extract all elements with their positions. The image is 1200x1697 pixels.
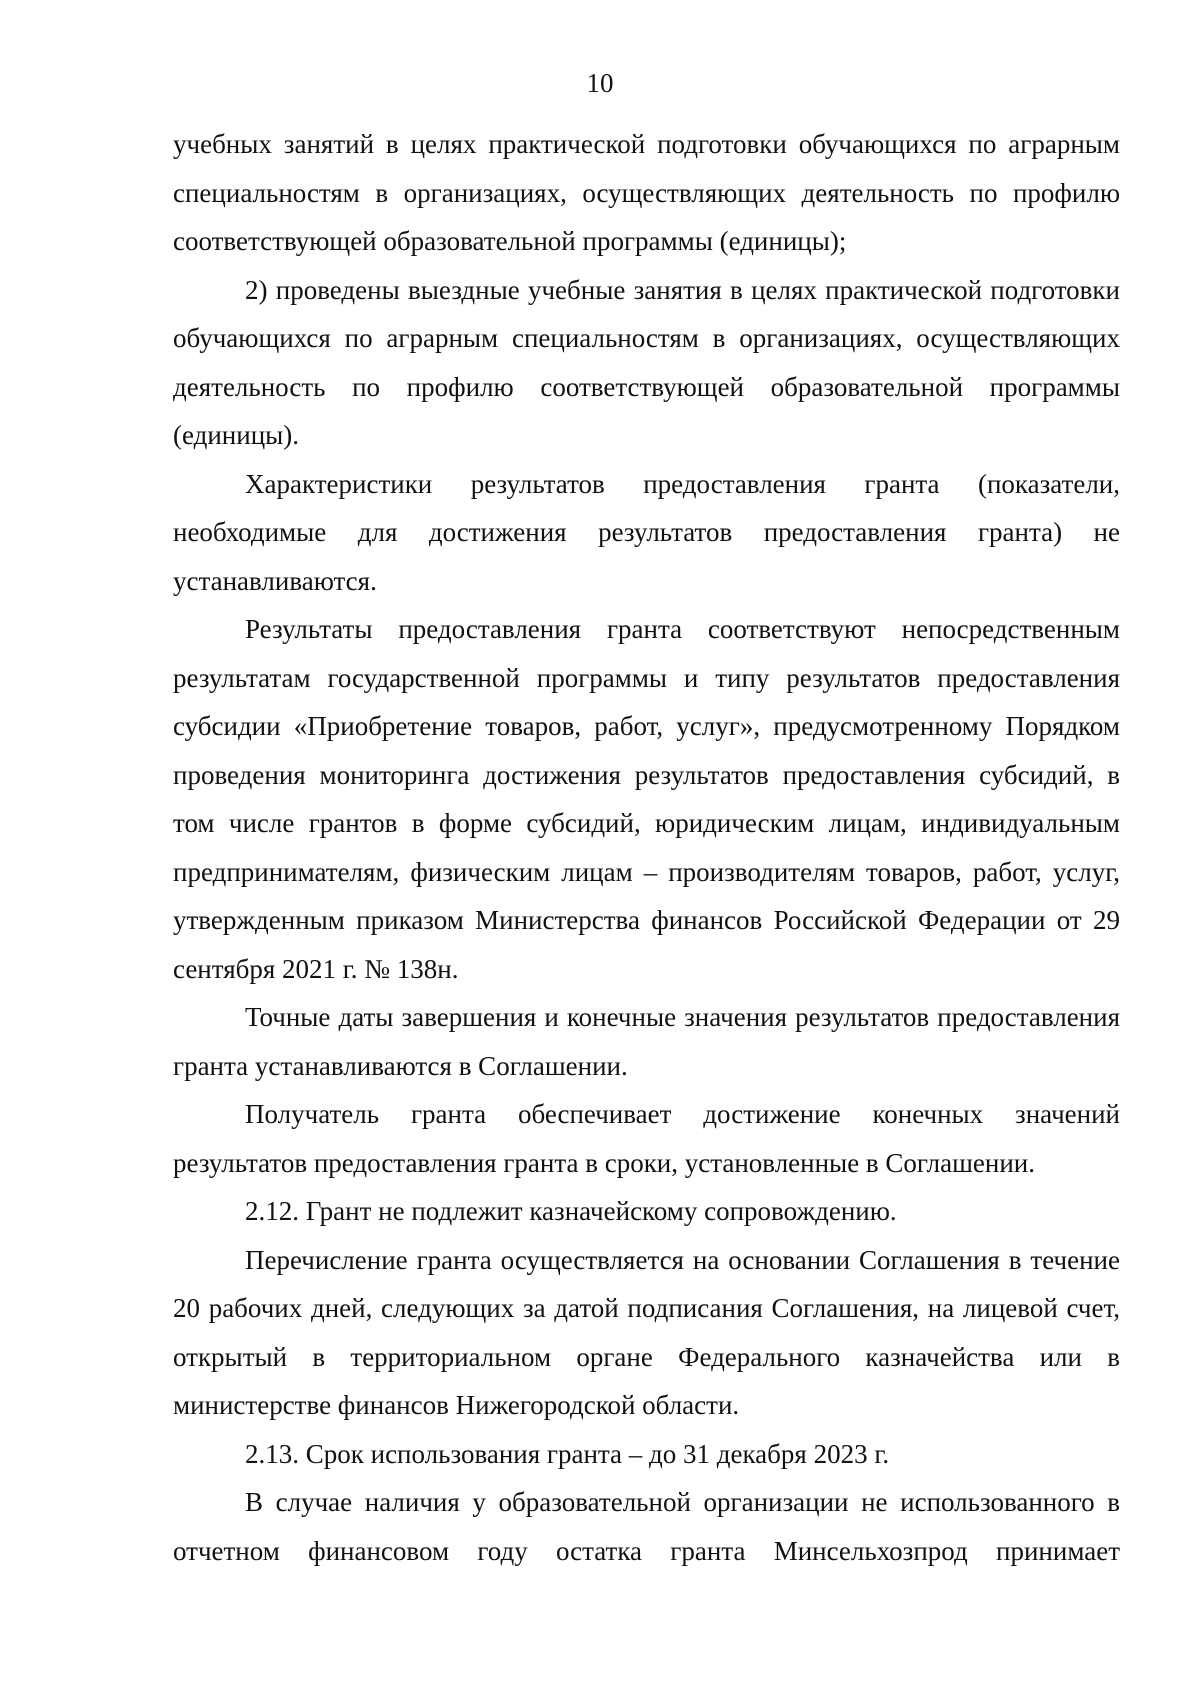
paragraph-continuation: учебных занятий в целях практической подготовки обучающихся по аграрным специальностям в организациях, осуществляющих деятельность по профилю соответствующей образовательной программы (единицы);	[173, 129, 1120, 256]
paragraph-recipient-obligation: Получатель гранта обеспечивает достижение конечных значений результатов предоставления гранта в сроки, установленные в Соглашении.	[173, 1099, 1120, 1178]
paragraph-transfer: Перечисление гранта осуществляется на основании Соглашения в течение 20 рабочих дней, следующих за датой подписания Соглашения, на лицевой счет, открытый в территориальном органе Федерального казначейства или в министерстве финансов Нижегородской области.	[173, 1244, 1120, 1420]
paragraph-item-2: 2) проведены выездные учебные занятия в целях практической подготовки обучающихся по аграрным специальностям в организациях, осуществляющих деятельность по профилю соответствующей образовательной программы (единицы).	[173, 274, 1120, 450]
paragraph-results-correspondence: Результаты предоставления гранта соответствуют непосредственным результатам государственной программы и типу результатов предоставления субсидии «Приобретение товаров, работ, услуг», предусмотренному Порядком проведения мониторинга достижения результатов предоставления субсидий, в том числе грантов в форме субсидий, юридическим лицам, индивидуальным предпринимателям, физическим лицам – производителям товаров, работ, услуг, утвержденным приказом Министерства финансов Российской Федерации от 29 сентября 2021 г. № 138н.	[173, 614, 1120, 984]
paragraph-exact-dates: Точные даты завершения и конечные значения результатов предоставления гранта устанавливаются в Соглашении.	[173, 1002, 1120, 1081]
paragraph-section-2-12: 2.12. Грант не подлежит казначейскому сопровождению.	[245, 1196, 897, 1226]
document-body	[173, 120, 1120, 1575]
paragraph-section-2-13: 2.13. Срок использования гранта – до 31 декабря 2023 г.	[245, 1438, 890, 1469]
paragraph-unused-balance: В случае наличия у образовательной организации не использованного в отчетном финансовом году остатка гранта Минсельхозпрод принимает	[173, 1487, 1120, 1566]
page-number: 10	[586, 68, 614, 98]
paragraph-characteristics: Характеристики результатов предоставления гранта (показатели, необходимые для достижения результатов предоставления гранта) не устанавливаются.	[173, 468, 1120, 596]
